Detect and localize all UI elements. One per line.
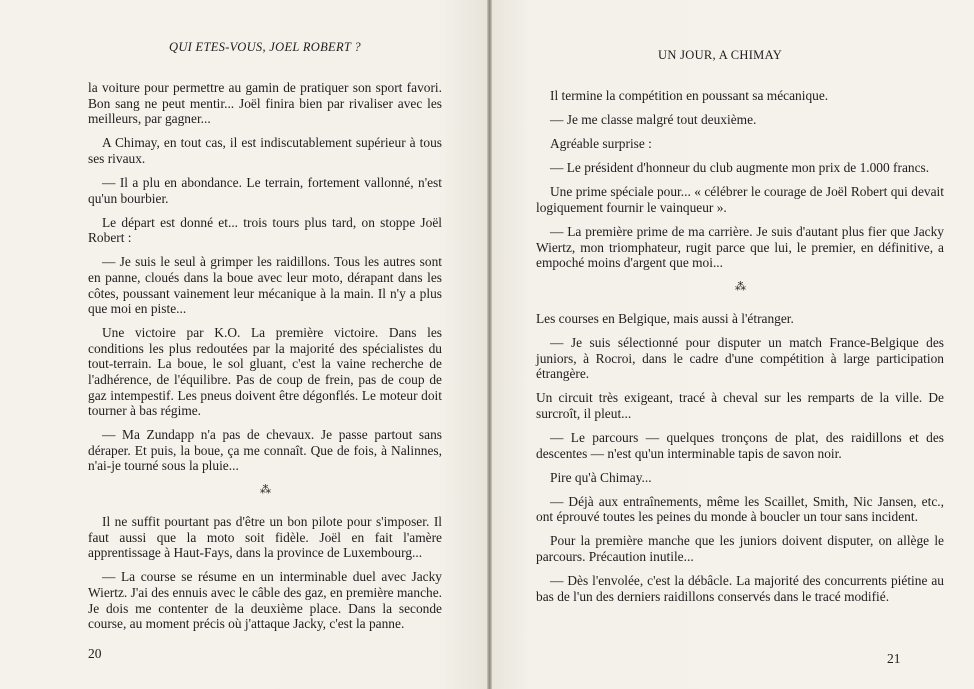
paragraph: — Je me classe malgré tout deuxième. (550, 112, 757, 128)
paragraph: Agréable surprise : (550, 136, 652, 152)
paragraph: Pire qu'à Chimay... (550, 469, 652, 485)
paragraph: — La course se résume en un interminable duel avec Jacky Wiertz. J'ai des ennuis avec le câble des gaz, en première manche. Je dois me contenter de la deuxième place. Dans la seconde course, au moment précis où j'attaque Jacky, c'est la panne. (88, 569, 442, 632)
paragraph: Il ne suffit pourtant pas d'être un bon pilote pour s'imposer. Il faut aussi que la moto soit fidèle. Joël en fait l'amère apprentissage à Haut-Fays, dans la province de Luxembourg... (88, 514, 442, 561)
paragraph: — Déjà aux entraînements, même les Scaillet, Smith, Nic Jansen, etc., ont éprouvé toutes les peines du monde à boucler un tour sans incident. (536, 493, 944, 525)
page-body (88, 80, 442, 640)
paragraph: — Dès l'envolée, c'est la débâcle. La majorité des concurrents piétine au bas de l'un des derniers raidillons conservés dans le tracé modifié. (536, 573, 944, 604)
paragraph: — Ma Zundapp n'a pas de chevaux. Je passe partout sans déraper. Et puis, la boue, ça me connaît. Que de fois, à Nalinnes, n'ai-je tourné sous la pluie... (88, 427, 442, 474)
paragraph: Le départ est donné et... trois tours plus tard, on stoppe Joël Robert : (88, 214, 442, 246)
paragraph: A Chimay, en tout cas, il est indiscutablement supérieur à tous ses rivaux. (88, 135, 442, 166)
right-page (492, 0, 974, 689)
paragraph: Un circuit très exigeant, tracé à cheval sur les remparts de la ville. De surcroît, il pleut... (536, 390, 944, 421)
paragraph: Pour la première manche que les juniors doivent disputer, on allège le parcours. Précaution inutile... (536, 533, 944, 564)
paragraph: Les courses en Belgique, mais aussi à l'étranger. (536, 310, 794, 326)
page-number: 20 (88, 646, 102, 661)
running-head: UN JOUR, A CHIMAY (658, 48, 783, 62)
paragraph: — Je suis le seul à grimper les raidillons. Tous les autres sont en panne, cloués dans la boue avec leur moto, dérapant dans les côtes, poussant vainement leur mécanique à la main. Il n'y a plus que moi en piste... (88, 254, 442, 317)
paragraph: la voiture pour permettre au gamin de pratiquer son sport favori. Bon sang ne peut mentir... Joël finira bien par rivaliser avec les meilleurs, par gagner... (88, 80, 442, 127)
section-separator: ⁂ (735, 280, 745, 293)
paragraph: — La première prime de ma carrière. Je suis d'autant plus fier que Jacky Wiertz, mon triomphateur, rugit parce que lui, le premier, en définitive, a empoché moins d'argent que moi... (536, 224, 944, 271)
paragraph: — Je suis sélectionné pour disputer un match France-Belgique des juniors, à Rocroi, dans le cadre d'une compétition à large participation étrangère. (536, 334, 944, 382)
page-number: 21 (887, 651, 901, 666)
paragraph: — Le parcours — quelques tronçons de plat, des raidillons et des descentes — n'est qu'un interminable tapis de savon noir. (536, 429, 944, 461)
paragraph: Une prime spéciale pour... « célébrer le courage de Joël Robert qui devait logiquement fournir le vainqueur ». (536, 184, 944, 215)
paragraph: — Le président d'honneur du club augmente mon prix de 1.000 francs. (550, 160, 930, 176)
running-head: QUI ETES-VOUS, JOEL ROBERT ? (169, 40, 361, 54)
paragraph: — Il a plu en abondance. Le terrain, fortement vallonné, n'est qu'un bourbier. (88, 174, 442, 206)
paragraph: Il termine la compétition en poussant sa mécanique. (550, 88, 829, 103)
paragraph: Une victoire par K.O. La première victoire. Dans les conditions les plus redoutées par la majorité des spécialistes du tout-terrain. La boue, le sol gluant, c'est la vaine recherche de l'adhérence, de l'équilibre. Pas de coup de frein, pas de coup de gaz intempestif. Les pneus doivent être dégonflés. Le moteur doit tourner à bas régime. (88, 325, 442, 419)
section-separator: ⁂ (260, 484, 270, 497)
page-body (536, 88, 944, 613)
